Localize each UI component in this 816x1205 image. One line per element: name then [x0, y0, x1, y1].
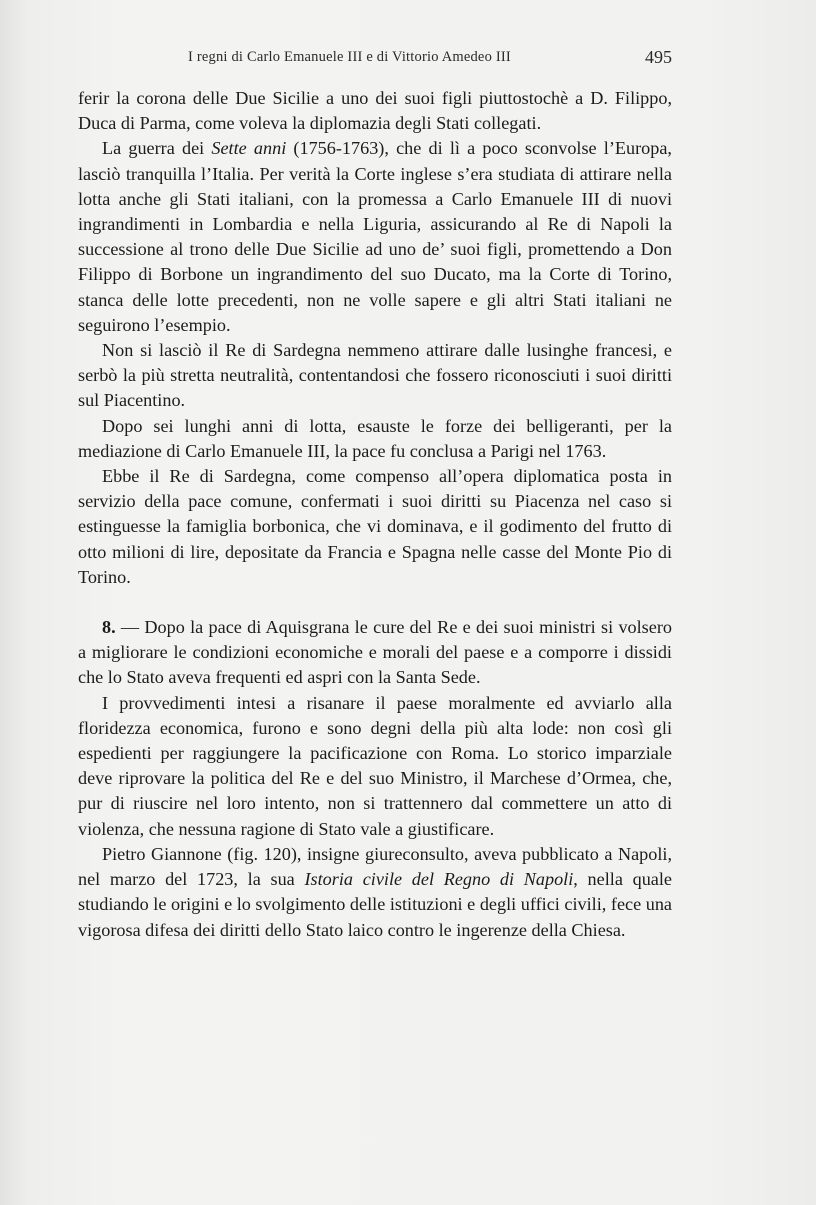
paragraph-5: Ebbe il Re di Sardegna, come compenso all’opera diplomatica posta in servizio della pace comune, confermati i suoi diritti su Piacenza nel caso si estinguesse la famiglia borbonica, che vi dominava, e il godimento del frutto di otto milioni di lire, depositate da Francia e Spagna nelle casse del Monte Pio di Torino.	[78, 466, 672, 587]
sette-anni-title: Sette anni	[211, 138, 287, 159]
paragraph-1: ferir la corona delle Due Sicilie a uno dei suoi figli piuttostochè a D. Filippo, Duca di Parma, come voleva la diplomazia degli Stati collegati.	[78, 88, 672, 134]
paragraph-2	[78, 136, 672, 338]
paragraph-6-text: — Dopo la pace di Aquisgrana le cure del Re e dei suoi ministri si volsero a migliorare le condizioni economiche e morali del paese e a comporre i dissidi che lo Stato aveva frequenti ed aspri con la Santa Sede.	[78, 617, 672, 688]
main-text	[78, 86, 672, 943]
paragraph-3: Non si lasciò il Re di Sardegna nemmeno attirare dalle lusinghe francesi, e serbò la più stretta neutralità, contentandosi che fossero riconosciuti i suoi diritti sul Piacentino.	[78, 340, 672, 411]
paragraph-4: Dopo sei lunghi anni di lotta, esauste le forze dei belligeranti, per la mediazione di Carlo Emanuele III, la pace fu conclusa a Parigi nel 1763.	[78, 415, 672, 461]
paragraph-8-start: Pietro Giannone (fig. 120), insigne giureconsulto, aveva pubblicato a Napoli, nel marzo del 1723, la sua	[78, 843, 672, 890]
paragraph-2-start: La guerra dei	[102, 138, 212, 159]
section-number: 8.	[102, 617, 116, 638]
page-header	[78, 47, 672, 73]
paragraph-7: I provvedimenti intesi a risanare il paese moralmente ed avviarlo alla floridezza economica, furono e sono degni della più alta lode: non così gli espedienti per raggiungere la pacificazione con Roma. Lo storico imparziale deve riprovare la politica del Re e del suo Ministro, il Marchese d’Ormea, che, pur di riuscire nel loro intento, non si trattennero dal commettere un atto di violenza, che nessuna ragione di Stato vale a giustificare.	[78, 692, 672, 839]
paragraph-8-rest: , nella quale studiando le origini e lo svolgimento delle istituzioni e degli uffici civili, fece una vigorosa difesa dei diritti dello Stato laico contro le ingerenze della Chiesa.	[78, 869, 672, 940]
paragraph-2-rest: (1756-1763), che di lì a poco sconvolse l’Europa, lasciò tranquilla l’Italia. Per verità la Corte inglese s’era studiata di attirare nella lotta anche gli Stati italiani, con la promessa a Carlo Emanuele III di nuovi ingrandimenti in Lombardia e nella Liguria, assicurando al Re di Napoli la successione al trono delle Due Sicilie ad uno de’ suoi figli, promettendo a Don Filippo di Borbone un ingrandimento del suo Ducato, ma la Corte di Torino, stanca delle lotte precedenti, non ne volle sapere e gli altri Stati italiani ne seguirono l’esempio.	[78, 138, 672, 335]
paragraph-8	[78, 842, 672, 943]
running-title: I regni di Carlo Emanuele III e di Vittorio Amedeo III	[188, 49, 511, 65]
istoria-civile-title: Istoria civile del Regno di Napoli	[304, 869, 574, 890]
paragraph-6	[78, 615, 672, 691]
page-number: 495	[645, 47, 672, 67]
